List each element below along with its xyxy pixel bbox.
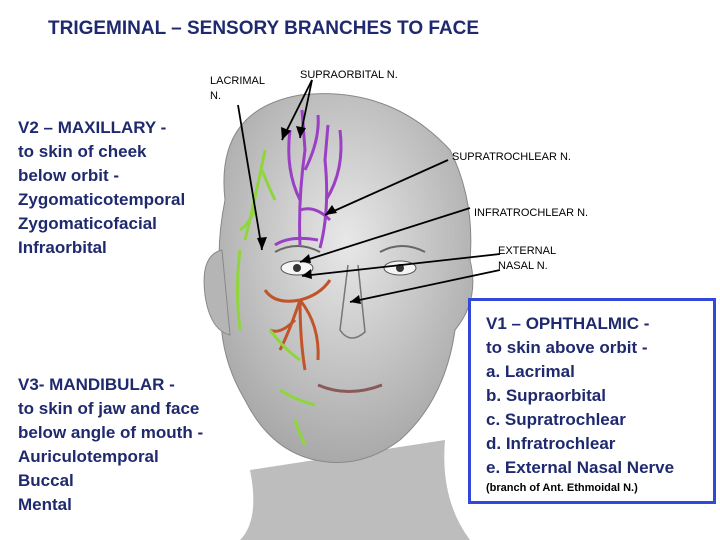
v1-line: e. External Nasal Nerve: [486, 458, 675, 477]
v1-ophthalmic-block: [486, 312, 674, 480]
v2-maxillary-block: [18, 116, 185, 260]
v2-line: Zygomaticofacial: [18, 214, 157, 233]
page-title: TRIGEMINAL – SENSORY BRANCHES TO FACE: [48, 18, 480, 39]
label-lacrimal: LACRIMAL N.: [210, 75, 266, 102]
v2-line: below orbit -: [18, 166, 120, 185]
v2-line: to skin of cheek: [18, 142, 147, 161]
v3-line: Auriculotemporal: [18, 447, 159, 466]
v1-line: to skin above orbit -: [486, 338, 648, 357]
v2-heading: V2 – MAXILLARY -: [18, 118, 167, 137]
v3-line: Mental: [18, 495, 72, 514]
v2-line: Zygomaticotemporal: [18, 190, 186, 209]
v1-line: a. Lacrimal: [486, 362, 575, 381]
v3-mandibular-block: [18, 373, 203, 517]
v1-line: b. Supraorbital: [486, 386, 606, 405]
v3-line: below angle of mouth -: [18, 423, 204, 442]
v1-heading: V1 – OPHTHALMIC -: [486, 314, 650, 333]
v1-footnote: (branch of Ant. Ethmoidal N.): [486, 482, 638, 494]
v2-line: Infraorbital: [18, 238, 107, 257]
label-supratrochlear: SUPRATROCHLEAR N.: [452, 151, 571, 163]
v1-line: c. Supratrochlear: [486, 410, 626, 429]
v1-line: d. Infratrochlear: [486, 434, 616, 453]
label-infratrochlear: INFRATROCHLEAR N.: [474, 207, 589, 219]
v3-line: Buccal: [18, 471, 74, 490]
v3-line: to skin of jaw and face: [18, 399, 200, 418]
label-external-nasal: EXTERNAL NASAL N.: [498, 245, 557, 272]
v3-heading: V3- MANDIBULAR -: [18, 375, 175, 394]
label-supraorbital: SUPRAORBITAL N.: [300, 69, 398, 81]
